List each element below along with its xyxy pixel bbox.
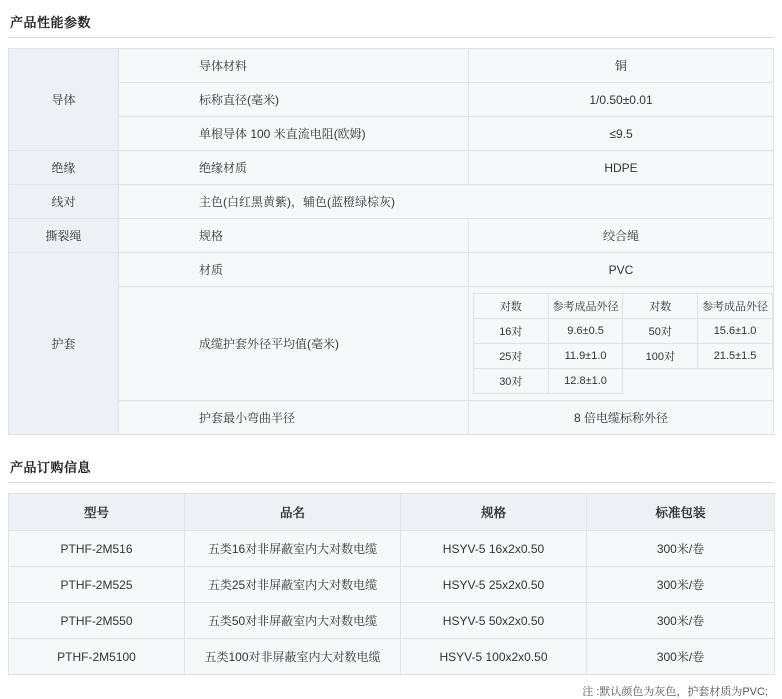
nested-header: 参考成品外径	[698, 294, 773, 319]
table-row	[474, 344, 773, 369]
spec-value: 主色(白红黑黄紫)，辅色(蓝橙绿棕灰)	[119, 185, 774, 219]
spec-value: 绞合绳	[469, 219, 774, 253]
section-divider	[8, 37, 774, 38]
nested-cell: 15.6±1.0	[698, 319, 773, 344]
table-header-row	[9, 494, 775, 531]
order-cell-name: 五类50对非屏蔽室内大对数电缆	[185, 603, 401, 639]
order-cell-package: 300米/卷	[587, 603, 775, 639]
spec-label: 导体材料	[119, 49, 469, 83]
order-header-name: 品名	[185, 494, 401, 531]
order-cell-spec: HSYV-5 16x2x0.50	[401, 531, 587, 567]
order-cell-name: 五类16对非屏蔽室内大对数电缆	[185, 531, 401, 567]
nested-header: 参考成品外径	[548, 294, 623, 319]
nested-header: 对数	[474, 294, 549, 319]
table-row	[9, 185, 774, 219]
order-cell-spec: HSYV-5 50x2x0.50	[401, 603, 587, 639]
table-row	[9, 531, 775, 567]
order-cell-spec: HSYV-5 100x2x0.50	[401, 639, 587, 675]
order-note: 注 :默认颜色为灰色，护套材质为PVC;	[582, 686, 768, 698]
spec-table	[8, 48, 774, 435]
order-cell-model: PTHF-2M525	[9, 567, 185, 603]
spec-label: 绝缘材质	[119, 151, 469, 185]
spec-value: PVC	[469, 253, 774, 287]
nested-cell: 50对	[623, 319, 698, 344]
order-cell-model: PTHF-2M550	[9, 603, 185, 639]
order-cell-name: 五类100对非屏蔽室内大对数电缆	[185, 639, 401, 675]
jacket-diameter-subtable-cell	[469, 287, 774, 401]
spec-value: 8 倍电缆标称外径	[469, 401, 774, 435]
spec-value: 铜	[469, 49, 774, 83]
order-header-package: 标准包装	[587, 494, 775, 531]
table-row	[9, 287, 774, 401]
spec-label: 护套最小弯曲半径	[119, 401, 469, 435]
nested-cell: 100对	[623, 344, 698, 369]
order-table	[8, 493, 775, 675]
table-row	[9, 49, 774, 83]
spec-category-conductor: 导体	[9, 49, 119, 151]
spec-category-jacket: 护套	[9, 253, 119, 435]
spec-category-insulation: 绝缘	[9, 151, 119, 185]
table-row	[9, 151, 774, 185]
table-row	[9, 83, 774, 117]
spec-label: 规格	[119, 219, 469, 253]
nested-cell: 21.5±1.5	[698, 344, 773, 369]
spec-label: 单根导体 100 米直流电阻(欧姆)	[119, 117, 469, 151]
order-cell-model: PTHF-2M5100	[9, 639, 185, 675]
nested-cell: 12.8±1.0	[548, 369, 623, 394]
table-row	[9, 253, 774, 287]
order-cell-package: 300米/卷	[587, 639, 775, 675]
spec-section-title: 产品性能参数	[10, 15, 92, 30]
table-row	[9, 219, 774, 253]
order-cell-model: PTHF-2M516	[9, 531, 185, 567]
order-header-spec: 规格	[401, 494, 587, 531]
nested-cell: 16对	[474, 319, 549, 344]
nested-cell-empty	[623, 369, 698, 394]
nested-cell: 9.6±0.5	[548, 319, 623, 344]
spec-label: 成缆护套外径平均值(毫米)	[119, 287, 469, 401]
spec-category-ripcord: 撕裂绳	[9, 219, 119, 253]
table-row	[9, 603, 775, 639]
order-header-model: 型号	[9, 494, 185, 531]
nested-cell: 30对	[474, 369, 549, 394]
nested-cell: 25对	[474, 344, 549, 369]
table-row	[9, 567, 775, 603]
table-row	[9, 117, 774, 151]
spec-value: HDPE	[469, 151, 774, 185]
spec-label: 材质	[119, 253, 469, 287]
order-section-title: 产品订购信息	[10, 460, 92, 475]
table-row	[474, 369, 773, 394]
spec-value: ≤9.5	[469, 117, 774, 151]
jacket-diameter-table	[473, 293, 773, 394]
spec-label: 标称直径(毫米)	[119, 83, 469, 117]
order-cell-package: 300米/卷	[587, 531, 775, 567]
nested-cell-empty	[698, 369, 773, 394]
order-cell-spec: HSYV-5 25x2x0.50	[401, 567, 587, 603]
order-cell-name: 五类25对非屏蔽室内大对数电缆	[185, 567, 401, 603]
section-divider	[8, 482, 774, 483]
table-row	[474, 294, 773, 319]
table-row	[9, 401, 774, 435]
nested-cell: 11.9±1.0	[548, 344, 623, 369]
table-row	[474, 319, 773, 344]
table-row	[9, 639, 775, 675]
spec-category-pair: 线对	[9, 185, 119, 219]
nested-header: 对数	[623, 294, 698, 319]
order-cell-package: 300米/卷	[587, 567, 775, 603]
spec-value: 1/0.50±0.01	[469, 83, 774, 117]
